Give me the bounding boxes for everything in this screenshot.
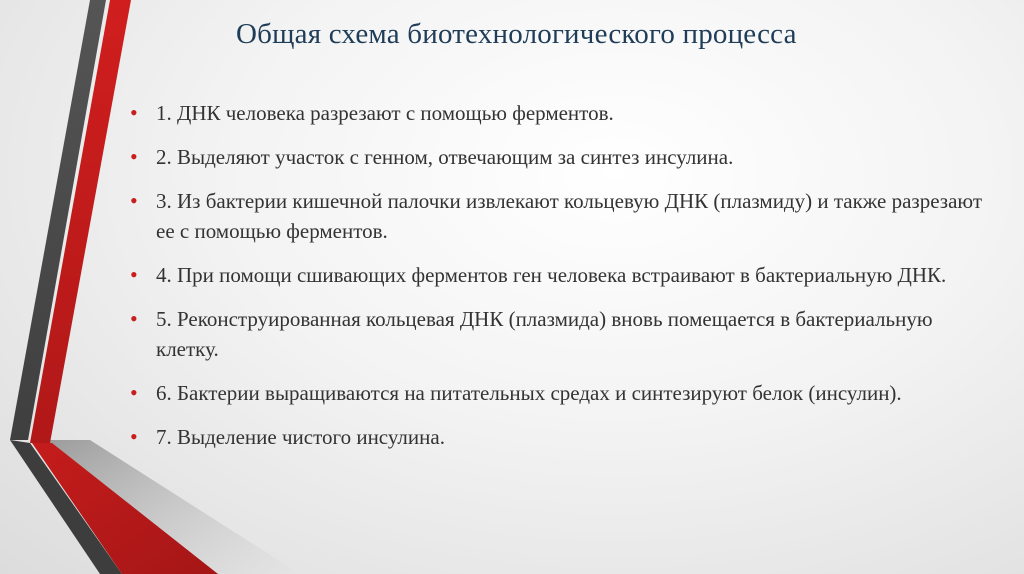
bullet-list bbox=[128, 98, 988, 466]
bullet-icon: • bbox=[130, 188, 138, 213]
list-item bbox=[128, 422, 988, 452]
list-item bbox=[128, 98, 988, 128]
bullet-icon: • bbox=[130, 100, 138, 125]
list-item-text: 6. Бактерии выращиваются на питательных средах и синтезируют белок (инсулин). bbox=[156, 381, 902, 405]
list-item-text: 7. Выделение чистого инсулина. bbox=[156, 425, 445, 449]
list-item-text: 5. Реконструированная кольцевая ДНК (плазмида) вновь помещается в бактериальную клетку. bbox=[156, 307, 933, 361]
bullet-icon: • bbox=[130, 144, 138, 169]
list-item bbox=[128, 378, 988, 408]
list-item-text: 3. Из бактерии кишечной палочки извлекают кольцевую ДНК (плазмиду) и также разрезают ее с помощью ферментов. bbox=[156, 189, 983, 243]
list-item bbox=[128, 142, 988, 172]
bullet-icon: • bbox=[130, 424, 138, 449]
bullet-icon: • bbox=[130, 262, 138, 287]
list-item-text: 2. Выделяют участок с генном, отвечающим за синтез инсулина. bbox=[156, 145, 734, 169]
slide-title: Общая схема биотехнологического процесса bbox=[236, 18, 797, 50]
list-item bbox=[128, 260, 988, 290]
list-item-text: 4. При помощи сшивающих ферментов ген человека встраивают в бактериальную ДНК. bbox=[156, 263, 947, 287]
list-item bbox=[128, 186, 988, 246]
bullet-icon: • bbox=[130, 306, 138, 331]
list-item bbox=[128, 304, 988, 364]
list-item-text: 1. ДНК человека разрезают с помощью ферментов. bbox=[156, 101, 614, 125]
bullet-icon: • bbox=[130, 380, 138, 405]
